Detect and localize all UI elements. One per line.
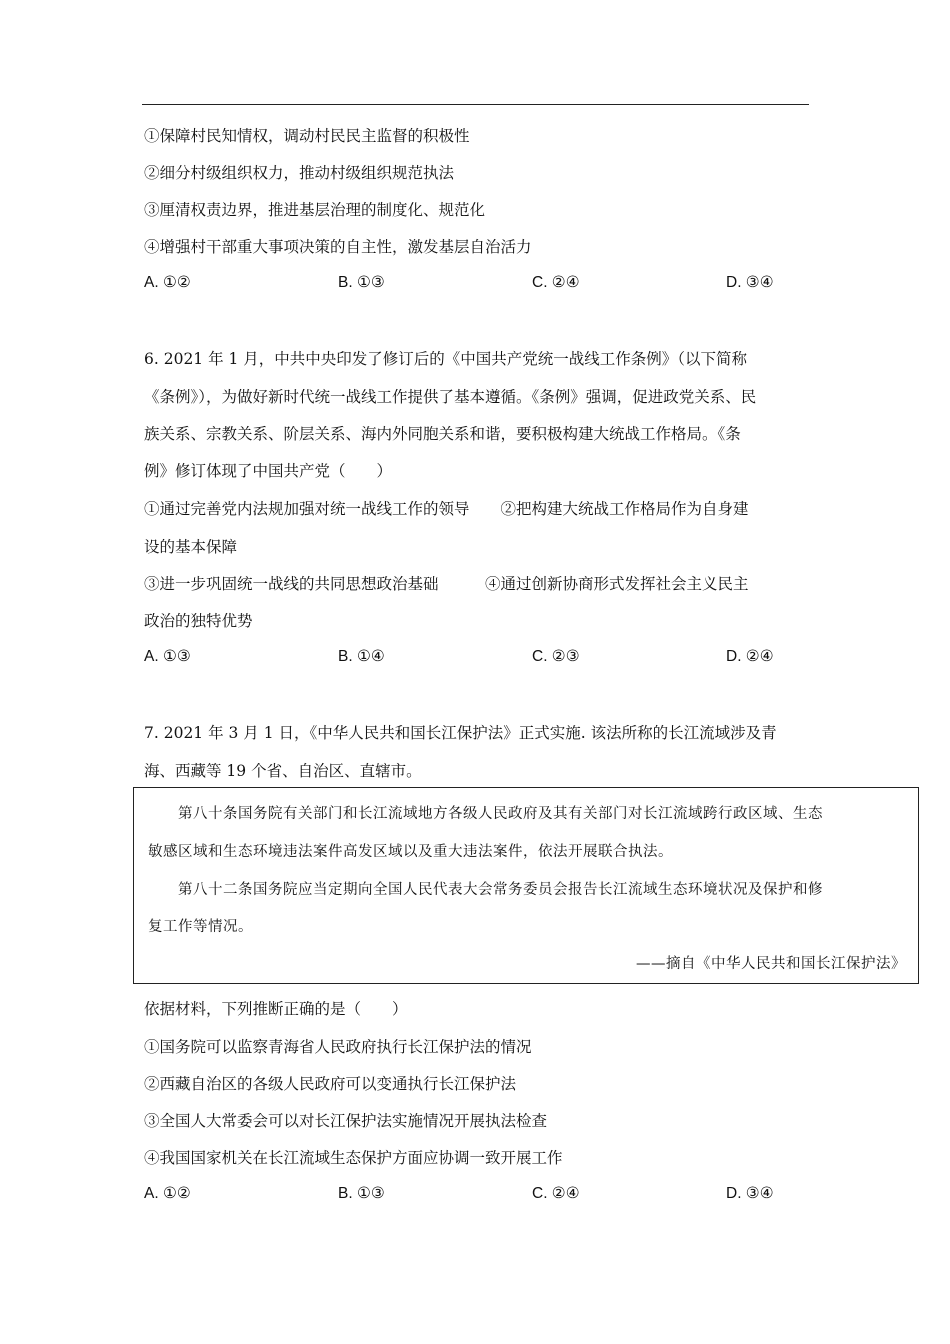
q7-option-b: B. ①③ xyxy=(338,1185,385,1202)
q7-stem-line-2: 海、西藏等 19 个省、自治区、直辖市。 xyxy=(144,762,422,780)
q7-stem-line-1: 7. 2021 年 3 月 1 日，《中华人民共和国长江保护法》正式实施. 该法所称的长江流域涉及青 xyxy=(144,724,777,742)
q7-item-3: ③全国人大常委会可以对长江保护法实施情况开展执法检查 xyxy=(144,1112,548,1130)
q6-option-a: A. ①③ xyxy=(144,648,191,665)
q6-item-4-cont: 政治的独特优势 xyxy=(144,612,253,630)
q7-item-1: ①国务院可以监察青海省人民政府执行长江保护法的情况 xyxy=(144,1038,532,1056)
q7-quote-source: ——摘自《中华人民共和国长江保护法》 xyxy=(636,956,906,972)
q7-options xyxy=(144,1184,804,1206)
q7-material-box xyxy=(133,787,919,984)
q6-stem-line-1: 6. 2021 年 1 月，中共中央印发了修订后的《中国共产党统一战线工作条例》（以下简称 xyxy=(144,350,748,368)
q5-item-4: ④增强村干部重大事项决策的自主性，激发基层自治活力 xyxy=(144,238,532,256)
header-rule xyxy=(142,104,809,105)
q5-options xyxy=(144,273,804,295)
q7-quote-line-2: 敏感区域和生态环境违法案件高发区域以及重大违法案件，依法开展联合执法。 xyxy=(148,844,673,860)
q5-item-1: ①保障村民知情权，调动村民民主监督的积极性 xyxy=(144,127,470,145)
q5-option-c: C. ②④ xyxy=(532,274,580,291)
q7-prompt: 依据材料，下列推断正确的是（ ） xyxy=(144,1000,408,1018)
q5-option-a: A. ①② xyxy=(144,274,191,291)
q7-option-d: D. ③④ xyxy=(726,1185,774,1202)
q6-item-1-2: ①通过完善党内法规加强对统一战线工作的领导 ②把构建大统战工作格局作为自身建 xyxy=(144,500,749,518)
q6-item-3-4: ③进一步巩固统一战线的共同思想政治基础 ④通过创新协商形式发挥社会主义民主 xyxy=(144,575,749,593)
q7-option-a: A. ①② xyxy=(144,1185,191,1202)
q6-option-c: C. ②③ xyxy=(532,648,580,665)
q6-option-d: D. ②④ xyxy=(726,648,774,665)
q5-item-2: ②细分村级组织权力，推动村级组织规范执法 xyxy=(144,164,455,182)
q7-quote-line-3: 第八十二条国务院应当定期向全国人民代表大会常务委员会报告长江流域生态环境状况及保护和修 xyxy=(178,882,823,898)
q6-stem-line-2: 《条例》），为做好新时代统一战线工作提供了基本遵循。《条例》强调，促进政党关系、民 xyxy=(144,388,757,406)
q7-option-c: C. ②④ xyxy=(532,1185,580,1202)
q7-item-2: ②西藏自治区的各级人民政府可以变通执行长江保护法 xyxy=(144,1075,517,1093)
q7-quote-line-1: 第八十条国务院有关部门和长江流域地方各级人民政府及其有关部门对长江流域跨行政区域、生态 xyxy=(178,806,823,822)
q6-stem-line-3: 族关系、宗教关系、阶层关系、海内外同胞关系和谐，要积极构建大统战工作格局。《条 xyxy=(144,425,741,443)
q6-option-b: B. ①④ xyxy=(338,648,385,665)
q6-stem-line-4: 例》修订体现了中国共产党（ ） xyxy=(144,462,393,480)
q7-quote-line-4: 复工作等情况。 xyxy=(148,919,253,935)
q5-item-3: ③厘清权责边界，推进基层治理的制度化、规范化 xyxy=(144,201,486,219)
q5-option-b: B. ①③ xyxy=(338,274,385,291)
q6-options xyxy=(144,647,804,669)
q6-item-2-cont: 设的基本保障 xyxy=(144,538,238,556)
q5-option-d: D. ③④ xyxy=(726,274,774,291)
q7-item-4: ④我国国家机关在长江流域生态保护方面应协调一致开展工作 xyxy=(144,1149,563,1167)
